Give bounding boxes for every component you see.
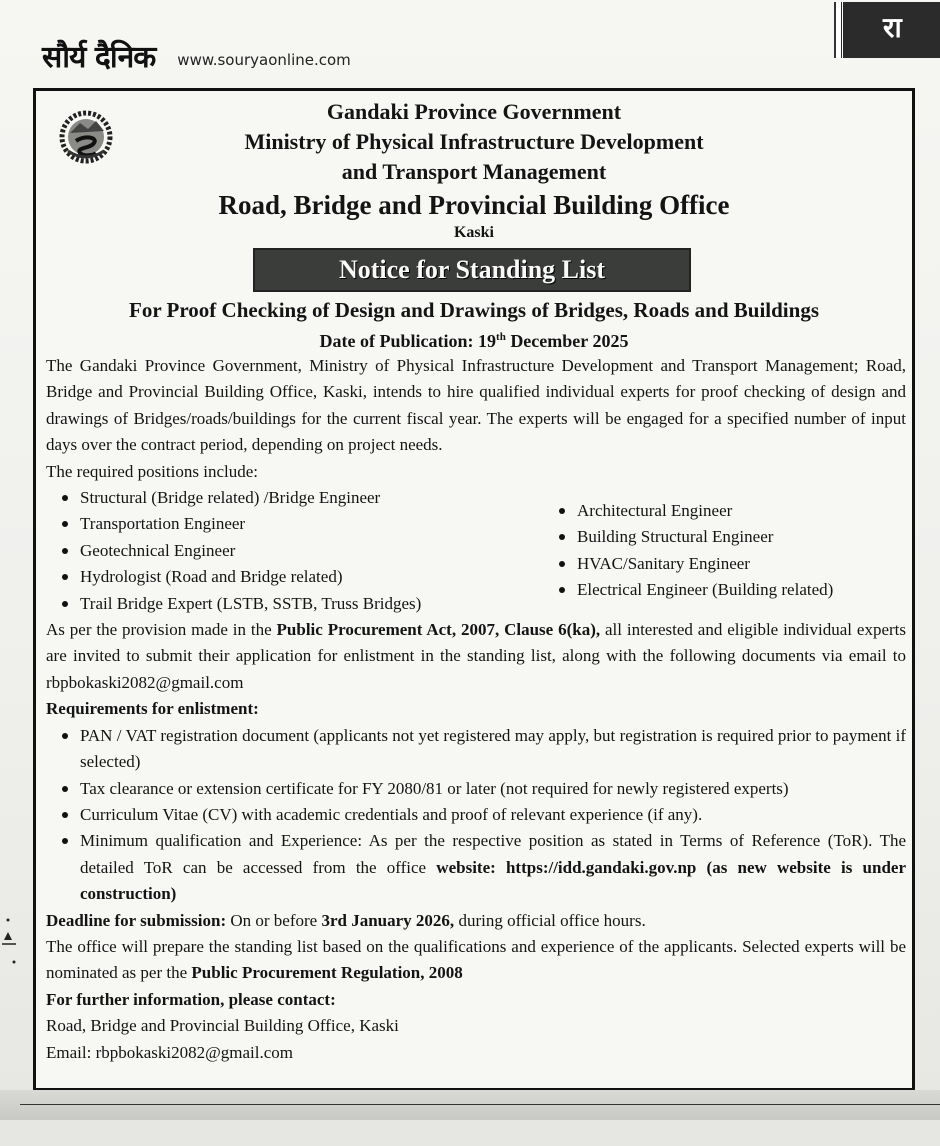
bullet-icon (559, 508, 565, 514)
intro-paragraph: The Gandaki Province Government, Ministry of Physical Infrastructure Development and Transport Management; Road, Bridge and Provincial Building Office, Kaski, intends to hire qualified individual experts for proof checking of design and drawings of Bridges/roads/buildings for the current fiscal year. The experts will be engaged for a specified number of input days over the contract period, depending on project needs. (46, 356, 906, 455)
bullet-icon (62, 786, 68, 792)
requirement-text: Curriculum Vitae (CV) with academic credentials and proof of relevant experience (if any). (80, 804, 703, 824)
deadline-date: 3rd January 2026, (321, 910, 455, 930)
office-website-link[interactable]: website: https://idd.gandaki.gov.np (as new website is under construction) (80, 857, 906, 904)
ministry-name-line1: Ministry of Physical Infrastructure Development (244, 129, 704, 154)
notice-body (46, 353, 906, 1066)
bullet-icon (559, 587, 565, 593)
ministry-name-line2: and Transport Management (341, 159, 607, 184)
provision-text-cont: all interested and eligible individual experts are invited to submit their application for enlistment in the standing list, along with the following documents via email to (46, 620, 906, 666)
deadline-label: Deadline for submission: (46, 910, 227, 930)
header-block (36, 97, 912, 243)
procurement-regulation-reference: Public Procurement Regulation, 2008 (191, 963, 463, 983)
position-item (557, 524, 833, 550)
publication-date-rest: December 2025 (505, 331, 629, 351)
notice-advertisement (33, 88, 915, 1091)
requirement-text: Tax clearance or extension certificate for FY 2080/81 or later (not required for newly registered experts) (80, 778, 789, 798)
page-bottom-edge (0, 1090, 940, 1120)
bullet-icon (62, 548, 68, 554)
requirement-text: PAN / VAT registration document (applicants not yet registered may apply, but registration is required prior to payment if selected) (80, 725, 906, 772)
notice-subject (36, 296, 912, 354)
contact-heading-text: For further information, please contact: (46, 989, 336, 1009)
publication-date-label: Date of Publication: 19 (319, 331, 497, 351)
procurement-act-reference: Public Procurement Act, 2007, Clause 6(ka), (276, 620, 601, 640)
bullet-icon (559, 561, 565, 567)
position-item (60, 485, 557, 511)
position-label: Structural (Bridge related) /Bridge Engineer (80, 488, 381, 508)
contact-heading (46, 987, 906, 1013)
position-label: Trail Bridge Expert (LSTB, SSTB, Truss Bridges) (80, 593, 422, 613)
publication-date-suffix: th (496, 331, 506, 343)
positions-left-column (46, 485, 557, 617)
newspaper-name: सौर्य दैनिक (42, 40, 156, 75)
position-item (557, 577, 833, 603)
selection-paragraph (46, 934, 906, 987)
bullet-icon (62, 574, 68, 580)
requirement-item (60, 723, 906, 776)
provision-text: As per the provision made in the (46, 620, 277, 640)
position-label: Building Structural Engineer (577, 527, 774, 547)
page-divider (20, 1104, 940, 1105)
provision-paragraph (46, 617, 906, 696)
requirements-heading (46, 696, 906, 722)
government-name: Gandaki Province Government (326, 99, 622, 124)
newspaper-masthead (42, 34, 351, 78)
deadline-text-cont: during official office hours. (454, 910, 646, 930)
publication-date (36, 324, 912, 354)
positions-right-column (557, 485, 833, 617)
requirement-item (60, 802, 906, 828)
position-label: Hydrologist (Road and Bridge related) (80, 567, 343, 587)
position-item (60, 538, 557, 564)
contact-email-link[interactable]: rbpbokaski2082@gmail.com (95, 1042, 294, 1062)
office-name: Road, Bridge and Provincial Building Office (218, 190, 730, 220)
position-label: HVAC/Sanitary Engineer (577, 553, 750, 573)
contact-office: Road, Bridge and Provincial Building Office, Kaski (46, 1016, 399, 1036)
position-item (60, 511, 557, 537)
application-email-link[interactable]: rbpbokaski2082@gmail.com (46, 672, 244, 692)
requirement-text: Minimum qualification and Experience: As per the respective position as stated in Terms of Reference (ToR). The detailed ToR can be accessed from the office (80, 831, 906, 877)
position-label: Architectural Engineer (577, 501, 733, 521)
position-item (60, 564, 557, 590)
position-item (557, 551, 833, 577)
position-item (557, 498, 833, 524)
position-item (60, 591, 557, 617)
position-label: Transportation Engineer (80, 514, 246, 534)
requirements-heading-text: Requirements for enlistment: (46, 699, 259, 719)
positions-list (46, 485, 906, 617)
bullet-icon (62, 601, 68, 607)
selection-text: The office will prepare the standing list based on the qualifications and experience of the applicants. Selected experts will be nominated as per the (46, 936, 906, 983)
contact-email-line (46, 1040, 906, 1066)
requirement-item (60, 828, 906, 907)
requirements-list (46, 723, 906, 908)
contact-email-label: Email: (46, 1042, 96, 1062)
newspaper-website[interactable]: www.souryaonline.com (177, 51, 351, 69)
district-name: Kaski (453, 224, 494, 241)
requirement-item (60, 776, 906, 802)
section-tab: रा (840, 2, 940, 58)
notice-title-banner: Notice for Standing List (253, 248, 691, 292)
bullet-icon (62, 733, 68, 739)
position-label: Geotechnical Engineer (80, 540, 236, 560)
bullet-icon (62, 495, 68, 501)
bullet-icon (62, 812, 68, 818)
position-label: Electrical Engineer (Building related) (577, 580, 834, 600)
margin-mark-icon (2, 918, 16, 978)
deadline-text: On or before (226, 910, 322, 930)
bullet-icon (62, 521, 68, 527)
deadline-paragraph (46, 908, 906, 934)
bullet-icon (559, 534, 565, 540)
bullet-icon (62, 838, 68, 844)
subject-title: For Proof Checking of Design and Drawings of Bridges, Roads and Buildings (129, 298, 819, 322)
positions-heading: The required positions include: (46, 461, 258, 481)
